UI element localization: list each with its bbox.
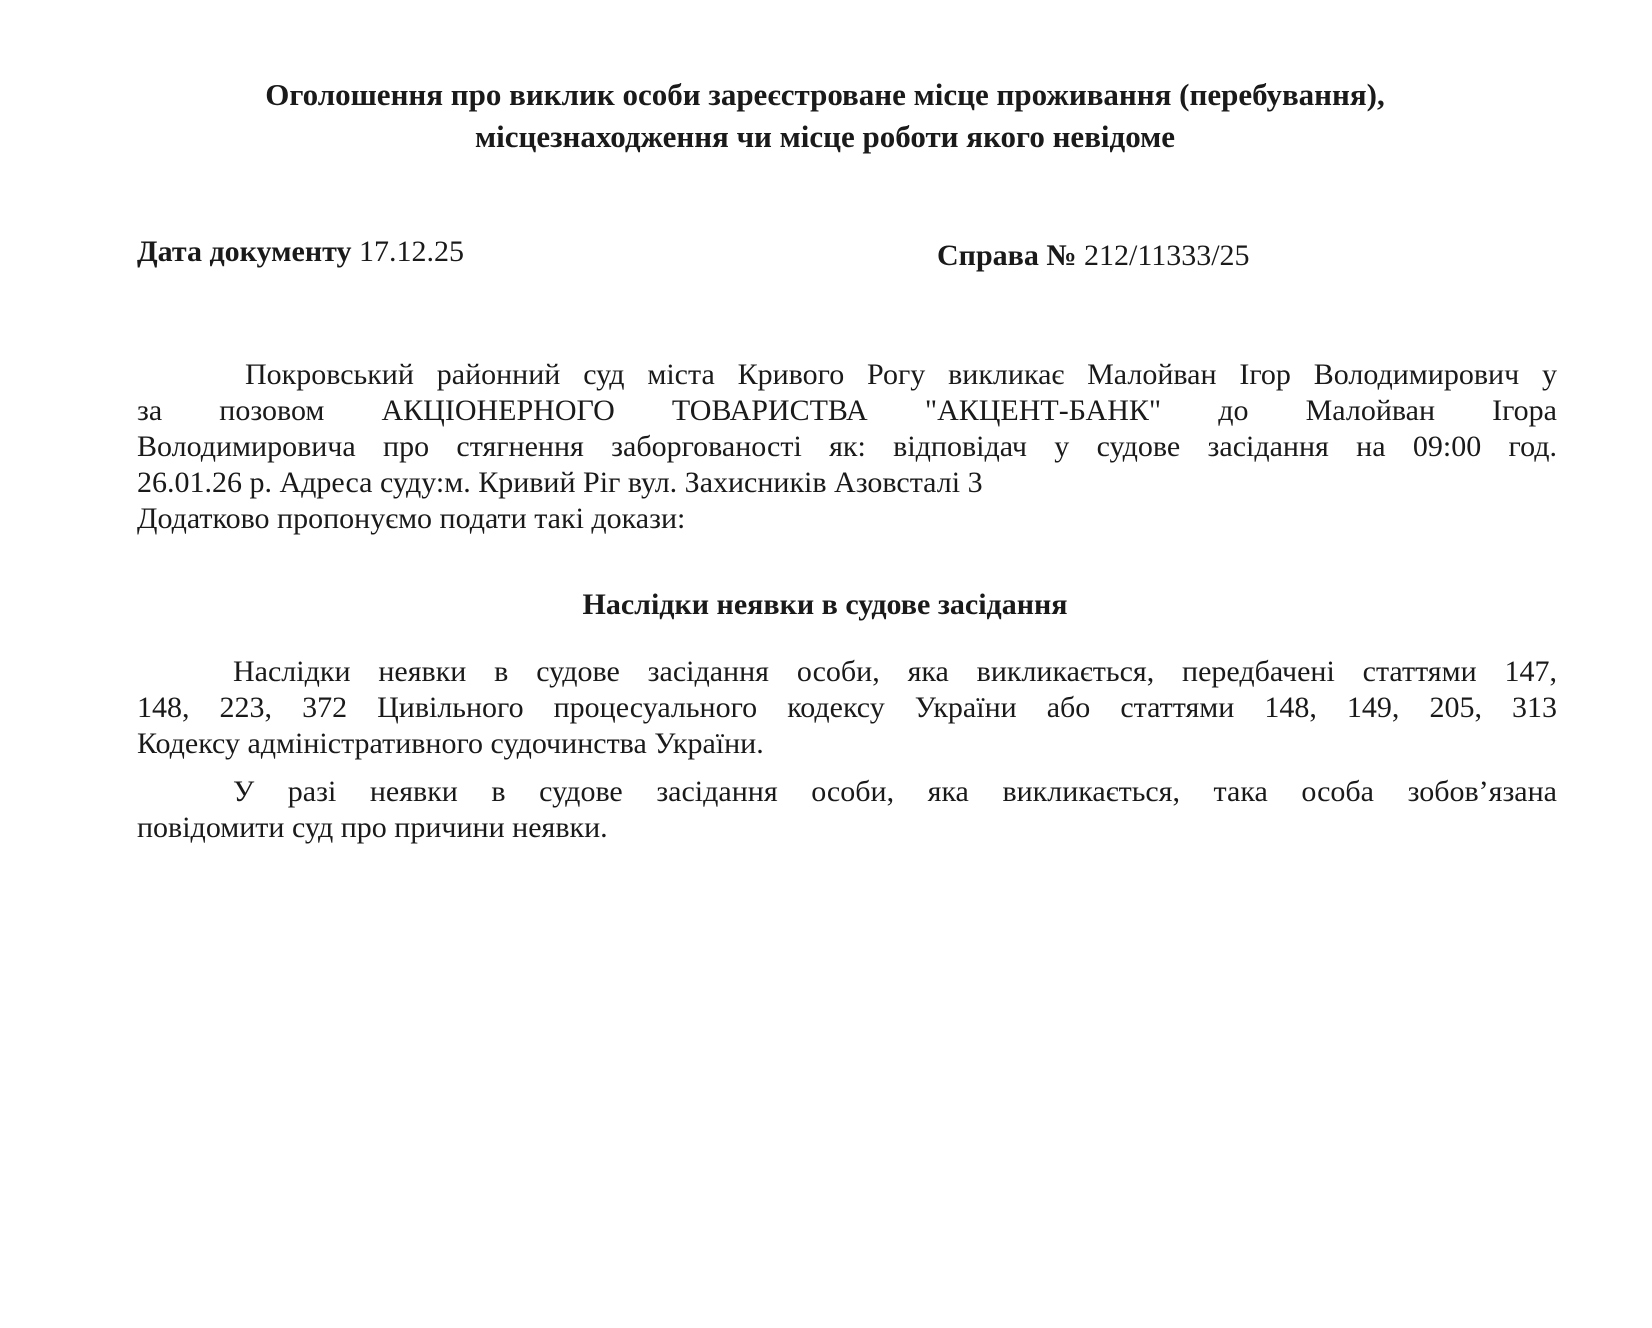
consequences-line-3: Кодексу адміністративного судочинства України. [137,727,764,760]
consequences-line-1: Наслідки неявки в судове засідання особи, яка викликається, передбачені статтями 147, [233,655,1557,688]
case-number [937,236,1250,276]
document-title [200,74,1450,158]
obligation-line-1: У разі неявки в судове засідання особи, яка викликається, така особа зобов’язана [233,775,1557,808]
summons-line-3: Володимировича про стягнення заборгованості як: відповідач у судове засідання на 09:00 год. [137,430,1557,463]
summons-paragraph [137,357,1557,537]
case-value: 212/11333/25 [1083,239,1250,272]
consequences-paragraph [137,654,1557,762]
summons-line-1: Покровський районний суд міста Кривого Рогу викликає Малойван Ігор Володимирович у [245,358,1557,391]
date-label: Дата документу [137,235,352,268]
date-value: 17.12.25 [358,235,464,268]
obligation-paragraph [137,774,1557,846]
case-label: Справа № [937,239,1077,272]
summons-line-2: за позовом АКЦІОНЕРНОГО ТОВАРИСТВА "АКЦЕНТ-БАНК" до Малойван Ігора [137,394,1557,427]
consequences-heading: Наслідки неявки в судове засідання [582,588,1068,621]
evidence-line: Додатково пропонуємо подати такі докази: [137,502,686,535]
document-date [137,232,464,272]
title-line-2: місцезнаходження чи місце роботи якого невідоме [474,119,1176,154]
title-line-1: Оголошення про виклик особи зареєстроване місце проживання (перебування), [265,77,1385,112]
consequences-line-2: 148, 223, 372 Цивільного процесуального кодексу України або статтями 148, 149, 205, 313 [137,691,1557,724]
summons-line-4: 26.01.26 р. Адреса суду:м. Кривий Ріг вул. Захисників Азовсталі 3 [137,466,983,499]
obligation-line-2: повідомити суд про причини неявки. [137,811,608,844]
